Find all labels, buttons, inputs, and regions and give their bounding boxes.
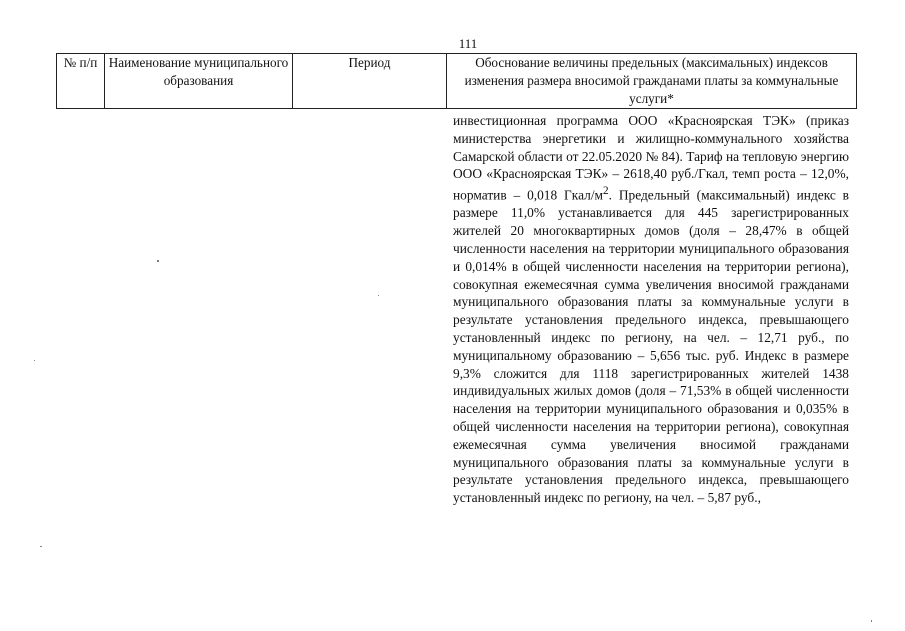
header-row xyxy=(57,54,857,109)
header-period: Период xyxy=(293,54,447,109)
scan-speck xyxy=(871,620,872,622)
scan-speck xyxy=(34,360,35,361)
header-municipality: Наименование муниципального образования xyxy=(105,54,293,109)
header-num: № п/п xyxy=(57,54,105,109)
header-justification: Обоснование величины предельных (максимальных) индексов изменения размера вносимой гражданами платы за коммунальные услуги* xyxy=(447,54,857,109)
scan-speck xyxy=(40,546,42,547)
superscript: 2 xyxy=(603,185,609,198)
scan-speck xyxy=(378,295,379,296)
scan-speck xyxy=(157,260,159,262)
text-part-2: . Предельный (максимальный) индекс в размере 11,0% устанавливается для 445 зарегистрированных жителей 20 многоквартирных домов (доля – 28,47% в общей численности населения на территории муниципального образования и 0,014% в общей численности населения на территории региона), совокупная ежемесячная сумма увеличения вносимой гражданами муниципального образования платы за коммунальные услуги в результате установления предельного индекса, превышающего установленный индекс по региону, на чел. – 12,71 руб., по муниципальному образованию – 5,656 тыс. руб. Индекс в размере 9,3% сложится для 1118 зарегистрированных жителей 1438 индивидуальных жилых домов (доля – 71,53% в общей численности населения на территории муниципального образования и 0,035% в общей численности населения на территории региона), совокупная ежемесячная сумма увеличения вносимой гражданами муниципального образования платы за коммунальные услуги в результате установления предельного индекса, превышающего установленный индекс по региону, на чел. – 5,87 руб., xyxy=(453,187,850,506)
text-part-1: инвестиционная программа ООО «Красноярская ТЭК» (приказ министерства энергетики и жилищно-коммунального хозяйства Самарской области от 22.05.2020 № 84). Тариф на тепловую энергию ООО «Красноярская ТЭК» – 2618,40 руб./Гкал, темп роста – 12,0%, норматив – 0,018 Гкал/м xyxy=(453,113,849,203)
justification-text xyxy=(453,112,849,507)
page-number: 111 xyxy=(458,36,478,51)
header-table xyxy=(56,53,857,109)
